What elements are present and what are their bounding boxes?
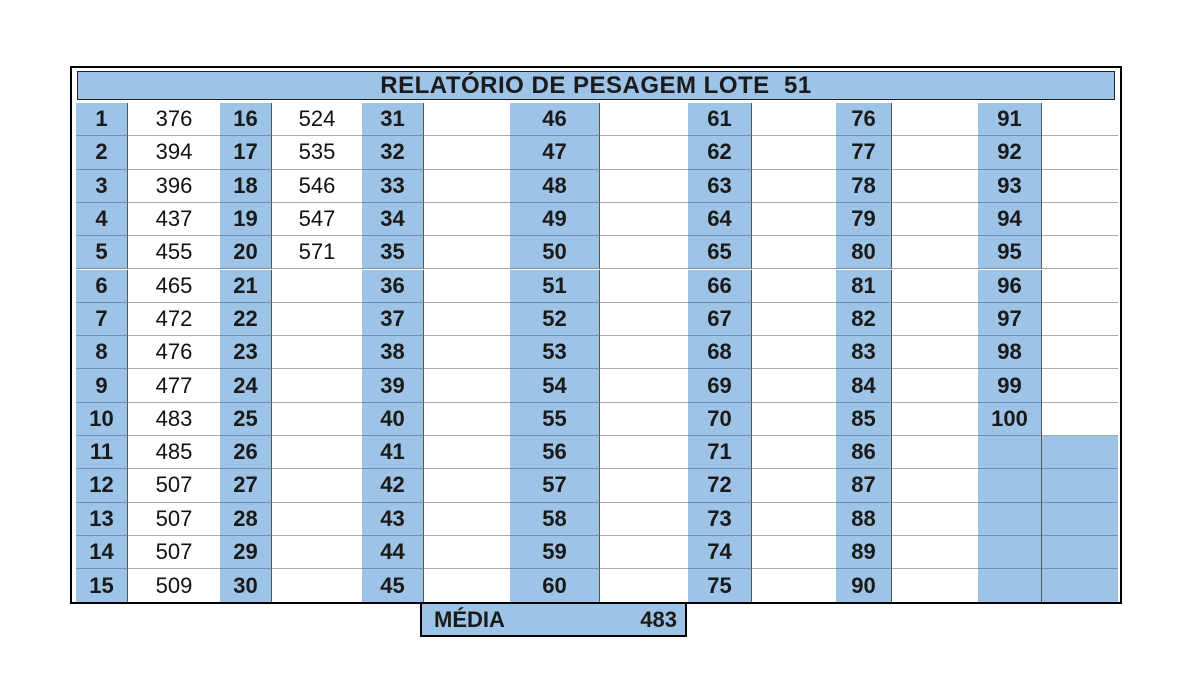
weight-value-cell <box>272 469 362 502</box>
weight-value-cell <box>1042 303 1118 336</box>
row-number-cell: 28 <box>220 503 272 536</box>
row-number-cell: 30 <box>220 569 272 602</box>
weight-value-cell <box>600 203 688 236</box>
row-number-cell: 61 <box>688 103 752 136</box>
row-number-cell: 13 <box>76 503 128 536</box>
row-number-cell: 5 <box>76 236 128 269</box>
row-number-cell: 43 <box>362 503 424 536</box>
row-number-cell: 31 <box>362 103 424 136</box>
row-number-cell: 14 <box>76 536 128 569</box>
weight-value-cell <box>600 103 688 136</box>
row-number-cell: 12 <box>76 469 128 502</box>
row-number-cell: 51 <box>510 270 600 303</box>
weight-value-cell <box>424 203 510 236</box>
weight-value-cell: 455 <box>128 236 220 269</box>
row-number-cell: 53 <box>510 336 600 369</box>
row-number-cell: 21 <box>220 270 272 303</box>
row-number-cell: 88 <box>836 503 892 536</box>
row-number-cell: 40 <box>362 403 424 436</box>
row-number-cell: 75 <box>688 569 752 602</box>
weight-value-cell: 509 <box>128 569 220 602</box>
weight-value-cell: 571 <box>272 236 362 269</box>
weight-value-cell <box>1042 469 1118 502</box>
weight-value-cell <box>600 369 688 402</box>
weight-value-cell <box>752 270 836 303</box>
row-number-cell: 9 <box>76 369 128 402</box>
weight-value-cell <box>600 536 688 569</box>
row-number-cell: 97 <box>978 303 1042 336</box>
row-number-cell: 85 <box>836 403 892 436</box>
weight-value-cell <box>424 270 510 303</box>
row-number-cell <box>978 436 1042 469</box>
row-number-cell: 78 <box>836 170 892 203</box>
row-number-cell: 92 <box>978 136 1042 169</box>
row-number-cell: 81 <box>836 270 892 303</box>
weight-value-cell <box>272 303 362 336</box>
row-number-cell: 94 <box>978 203 1042 236</box>
weight-value-cell <box>272 503 362 536</box>
row-number-cell: 10 <box>76 403 128 436</box>
row-number-cell <box>978 569 1042 602</box>
weight-value-cell <box>424 436 510 469</box>
row-number-cell: 26 <box>220 436 272 469</box>
weight-value-cell: 476 <box>128 336 220 369</box>
row-number-cell: 58 <box>510 503 600 536</box>
row-number-cell: 17 <box>220 136 272 169</box>
weight-value-cell <box>424 336 510 369</box>
row-number-cell: 45 <box>362 569 424 602</box>
weight-value-cell <box>892 103 978 136</box>
row-number-cell: 100 <box>978 403 1042 436</box>
weight-value-cell <box>752 236 836 269</box>
row-number-cell: 2 <box>76 136 128 169</box>
weight-value-cell: 465 <box>128 270 220 303</box>
weight-value-cell <box>752 336 836 369</box>
weight-value-cell <box>892 136 978 169</box>
weight-value-cell: 437 <box>128 203 220 236</box>
row-number-cell: 70 <box>688 403 752 436</box>
weight-value-cell <box>752 136 836 169</box>
weight-value-cell <box>600 469 688 502</box>
weight-value-cell <box>424 103 510 136</box>
weight-value-cell <box>892 403 978 436</box>
row-number-cell: 82 <box>836 303 892 336</box>
weight-value-cell <box>1042 103 1118 136</box>
row-number-cell: 80 <box>836 236 892 269</box>
row-number-cell: 64 <box>688 203 752 236</box>
weight-value-cell <box>1042 369 1118 402</box>
weight-value-cell <box>892 336 978 369</box>
row-number-cell: 50 <box>510 236 600 269</box>
weight-value-cell <box>892 236 978 269</box>
weight-value-cell <box>424 403 510 436</box>
row-number-cell: 52 <box>510 303 600 336</box>
row-number-cell: 71 <box>688 436 752 469</box>
row-number-cell: 41 <box>362 436 424 469</box>
weight-value-cell: 535 <box>272 136 362 169</box>
row-number-cell: 56 <box>510 436 600 469</box>
weight-value-cell <box>1042 569 1118 602</box>
row-number-cell: 83 <box>836 336 892 369</box>
weight-value-cell <box>892 203 978 236</box>
row-number-cell: 90 <box>836 569 892 602</box>
row-number-cell: 57 <box>510 469 600 502</box>
weight-value-cell <box>892 569 978 602</box>
weight-value-cell <box>1042 403 1118 436</box>
row-number-cell: 29 <box>220 536 272 569</box>
weight-value-cell <box>600 403 688 436</box>
weight-value-cell: 507 <box>128 536 220 569</box>
row-number-cell: 67 <box>688 303 752 336</box>
row-number-cell: 96 <box>978 270 1042 303</box>
weight-value-cell <box>272 536 362 569</box>
weight-value-cell <box>424 236 510 269</box>
row-number-cell: 93 <box>978 170 1042 203</box>
report-title: RELATÓRIO DE PESAGEM LOTE 51 <box>77 71 1115 100</box>
weight-value-cell <box>424 170 510 203</box>
row-number-cell: 44 <box>362 536 424 569</box>
row-number-cell: 16 <box>220 103 272 136</box>
row-number-cell: 79 <box>836 203 892 236</box>
weight-value-cell <box>272 403 362 436</box>
row-number-cell: 1 <box>76 103 128 136</box>
row-number-cell: 11 <box>76 436 128 469</box>
weight-value-cell <box>752 469 836 502</box>
row-number-cell: 59 <box>510 536 600 569</box>
row-number-cell: 65 <box>688 236 752 269</box>
weight-value-cell <box>892 503 978 536</box>
row-number-cell: 55 <box>510 403 600 436</box>
row-number-cell: 32 <box>362 136 424 169</box>
row-number-cell: 91 <box>978 103 1042 136</box>
weight-value-cell <box>272 270 362 303</box>
weight-value-cell <box>892 170 978 203</box>
weight-value-cell <box>1042 203 1118 236</box>
row-number-cell: 35 <box>362 236 424 269</box>
weight-value-cell <box>1042 436 1118 469</box>
weight-value-cell <box>752 503 836 536</box>
row-number-cell: 76 <box>836 103 892 136</box>
weight-value-cell: 524 <box>272 103 362 136</box>
weight-value-cell <box>424 136 510 169</box>
row-number-cell: 24 <box>220 369 272 402</box>
row-number-cell: 62 <box>688 136 752 169</box>
row-number-cell: 89 <box>836 536 892 569</box>
row-number-cell: 18 <box>220 170 272 203</box>
weight-value-cell <box>600 303 688 336</box>
row-number-cell: 73 <box>688 503 752 536</box>
row-number-cell: 72 <box>688 469 752 502</box>
weight-value-cell: 485 <box>128 436 220 469</box>
weight-value-cell <box>752 303 836 336</box>
row-number-cell: 20 <box>220 236 272 269</box>
weight-value-cell <box>600 569 688 602</box>
weight-value-cell <box>892 469 978 502</box>
weight-value-cell <box>1042 136 1118 169</box>
weight-value-cell: 507 <box>128 503 220 536</box>
row-number-cell: 8 <box>76 336 128 369</box>
row-number-cell: 6 <box>76 270 128 303</box>
weight-value-cell <box>424 503 510 536</box>
weight-value-cell: 394 <box>128 136 220 169</box>
row-number-cell: 27 <box>220 469 272 502</box>
weight-value-cell <box>600 336 688 369</box>
weight-value-cell <box>272 336 362 369</box>
weight-value-cell <box>424 303 510 336</box>
weight-value-cell: 483 <box>128 403 220 436</box>
row-number-cell: 25 <box>220 403 272 436</box>
row-number-cell: 86 <box>836 436 892 469</box>
row-number-cell: 63 <box>688 170 752 203</box>
row-number-cell: 37 <box>362 303 424 336</box>
row-number-cell: 54 <box>510 369 600 402</box>
weight-value-cell <box>892 369 978 402</box>
row-number-cell: 99 <box>978 369 1042 402</box>
weight-value-cell <box>752 170 836 203</box>
row-number-cell: 46 <box>510 103 600 136</box>
weight-value-cell <box>1042 170 1118 203</box>
weight-value-cell <box>600 503 688 536</box>
weight-value-cell <box>600 170 688 203</box>
weight-value-cell: 376 <box>128 103 220 136</box>
weight-value-cell <box>892 536 978 569</box>
weight-value-cell <box>1042 536 1118 569</box>
weight-value-cell <box>424 369 510 402</box>
row-number-cell: 60 <box>510 569 600 602</box>
weight-value-cell <box>752 436 836 469</box>
row-number-cell: 74 <box>688 536 752 569</box>
weight-value-cell: 546 <box>272 170 362 203</box>
weight-value-cell <box>424 569 510 602</box>
weight-value-cell: 472 <box>128 303 220 336</box>
row-number-cell: 22 <box>220 303 272 336</box>
weight-value-cell <box>892 436 978 469</box>
row-number-cell: 4 <box>76 203 128 236</box>
weight-value-cell <box>892 270 978 303</box>
row-number-cell: 39 <box>362 369 424 402</box>
weight-value-cell <box>892 303 978 336</box>
row-number-cell <box>978 503 1042 536</box>
row-number-cell: 48 <box>510 170 600 203</box>
weight-value-cell: 477 <box>128 369 220 402</box>
row-number-cell: 36 <box>362 270 424 303</box>
row-number-cell: 19 <box>220 203 272 236</box>
weight-value-cell <box>752 203 836 236</box>
weight-value-cell: 396 <box>128 170 220 203</box>
weight-value-cell <box>424 536 510 569</box>
row-number-cell: 34 <box>362 203 424 236</box>
weight-value-cell <box>272 436 362 469</box>
row-number-cell: 98 <box>978 336 1042 369</box>
row-number-cell: 95 <box>978 236 1042 269</box>
row-number-cell: 47 <box>510 136 600 169</box>
row-number-cell: 15 <box>76 569 128 602</box>
row-number-cell: 23 <box>220 336 272 369</box>
average-label: MÉDIA <box>434 606 505 632</box>
row-number-cell: 77 <box>836 136 892 169</box>
weight-value-cell <box>752 569 836 602</box>
row-number-cell <box>978 469 1042 502</box>
weight-value-cell <box>752 536 836 569</box>
row-number-cell <box>978 536 1042 569</box>
row-number-cell: 84 <box>836 369 892 402</box>
row-number-cell: 66 <box>688 270 752 303</box>
weight-value-cell <box>1042 503 1118 536</box>
weight-value-cell <box>600 436 688 469</box>
weight-value-cell <box>600 236 688 269</box>
weight-value-cell <box>1042 270 1118 303</box>
weight-value-cell <box>752 369 836 402</box>
weight-value-cell <box>424 469 510 502</box>
weight-value-cell <box>600 270 688 303</box>
weight-value-cell <box>600 136 688 169</box>
row-number-cell: 33 <box>362 170 424 203</box>
row-number-cell: 3 <box>76 170 128 203</box>
weight-value-cell: 547 <box>272 203 362 236</box>
weight-value-cell <box>752 403 836 436</box>
average-box <box>420 602 687 637</box>
average-value: 483 <box>640 606 677 632</box>
weighing-report-table <box>70 66 1122 604</box>
row-number-cell: 68 <box>688 336 752 369</box>
row-number-cell: 7 <box>76 303 128 336</box>
weight-value-cell <box>272 569 362 602</box>
weight-value-cell <box>1042 336 1118 369</box>
weight-value-cell <box>1042 236 1118 269</box>
row-number-cell: 49 <box>510 203 600 236</box>
row-number-cell: 42 <box>362 469 424 502</box>
weight-value-cell <box>272 369 362 402</box>
row-number-cell: 69 <box>688 369 752 402</box>
row-number-cell: 87 <box>836 469 892 502</box>
weight-value-cell <box>752 103 836 136</box>
row-number-cell: 38 <box>362 336 424 369</box>
weight-value-cell: 507 <box>128 469 220 502</box>
